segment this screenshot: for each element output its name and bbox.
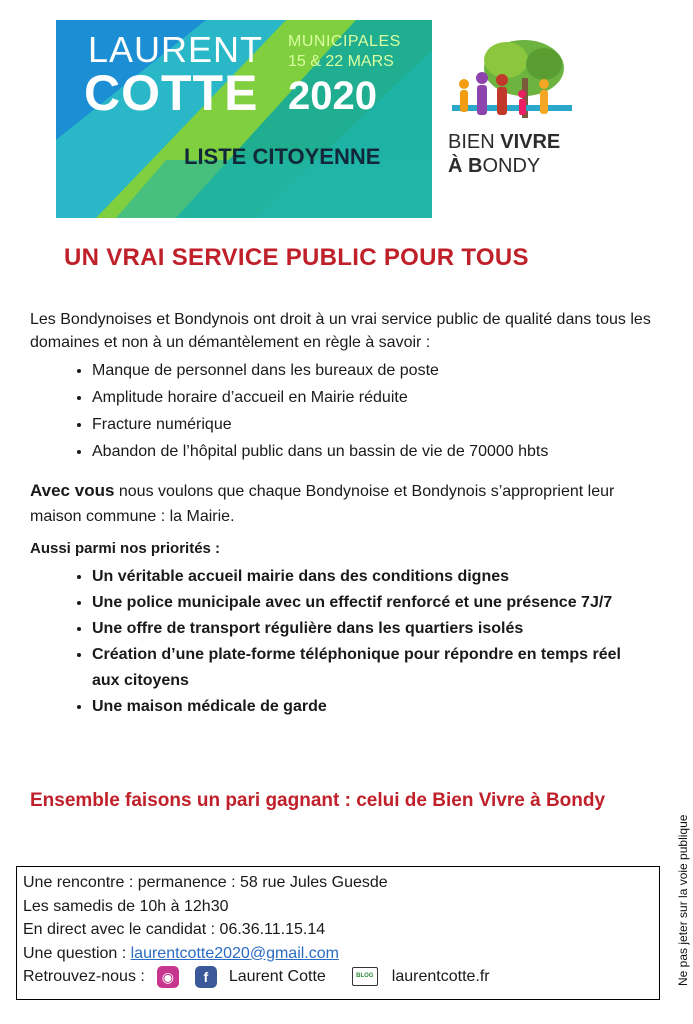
logo-text-line1: BIEN VIVRE <box>448 131 561 153</box>
instagram-icon[interactable]: ◉ <box>157 966 179 988</box>
bien-vivre-logo <box>448 38 572 188</box>
with-you-paragraph: Avec vous nous voulons que chaque Bondynoise et Bondynois s’approprient leur maison commune : la Mairie. <box>30 481 615 525</box>
facebook-name[interactable]: Laurent Cotte <box>228 968 326 985</box>
email-link[interactable]: laurentcotte2020@gmail.com <box>130 944 339 962</box>
hours-line: Les samedis de 10h à 12h30 <box>23 897 229 915</box>
social-row <box>23 965 659 989</box>
list-item: • Fracture numérique <box>92 411 692 438</box>
facebook-icon[interactable]: f <box>195 966 217 988</box>
list-item: • Amplitude horaire d’accueil en Mairie réduite <box>92 384 692 411</box>
election-dates: 15 & 22 MARS <box>288 53 394 70</box>
list-item: • Un véritable accueil mairie dans des conditions dignes <box>92 564 652 590</box>
find-us-label: Retrouvez-nous : <box>23 968 145 985</box>
list-name: LISTE CITOYENNE <box>184 144 381 169</box>
list-item: • Une police municipale avec un effectif renforcé et une présence 7J/7 <box>92 590 652 616</box>
contact-box <box>16 866 660 1000</box>
family-tree-icon <box>448 38 572 130</box>
blog-icon[interactable]: BLOG <box>352 967 378 986</box>
election-year: 2020 <box>288 74 377 118</box>
meeting-line: Une rencontre : permanence : 58 rue Jules Guesde <box>23 874 388 891</box>
candidate-first-name: LAURENT <box>88 29 264 70</box>
intro-paragraph: Les Bondynoises et Bondynois ont droit à un vrai service public de qualité dans tous les domaines et non à un démantèlement en règle à savoir : <box>30 311 651 351</box>
question-line: Une question : laurentcotte2020@gmail.com <box>23 944 339 962</box>
priorities-title: Aussi parmi nos priorités : <box>30 540 221 557</box>
website-link[interactable]: laurentcotte.fr <box>391 968 490 985</box>
election-type: MUNICIPALES <box>288 33 401 50</box>
list-item: • Une offre de transport régulière dans les quartiers isolés <box>92 616 652 642</box>
side-disclaimer: Ne pas jeter sur la voie publique <box>676 814 690 986</box>
candidate-last-name: COTTE <box>84 65 259 121</box>
campaign-banner <box>56 20 432 218</box>
priorities-list <box>60 564 652 720</box>
list-item: • Abandon de l’hôpital public dans un bassin de vie de 70000 hbts <box>92 438 692 465</box>
issues-list <box>60 357 692 465</box>
phone-line: En direct avec le candidat : 06.36.11.15.14 <box>23 921 326 938</box>
list-item: • Manque de personnel dans les bureaux de poste <box>92 357 692 384</box>
list-item: • Création d’une plate-forme téléphonique pour répondre en temps réel aux citoyens <box>92 642 652 694</box>
list-item: • Une maison médicale de garde <box>92 694 652 720</box>
logo-text-line2: À BONDY <box>448 155 541 177</box>
page-headline: UN VRAI SERVICE PUBLIC POUR TOUS <box>64 244 529 271</box>
closing-slogan: Ensemble faisons un pari gagnant : celui de Bien Vivre à Bondy <box>30 790 606 811</box>
